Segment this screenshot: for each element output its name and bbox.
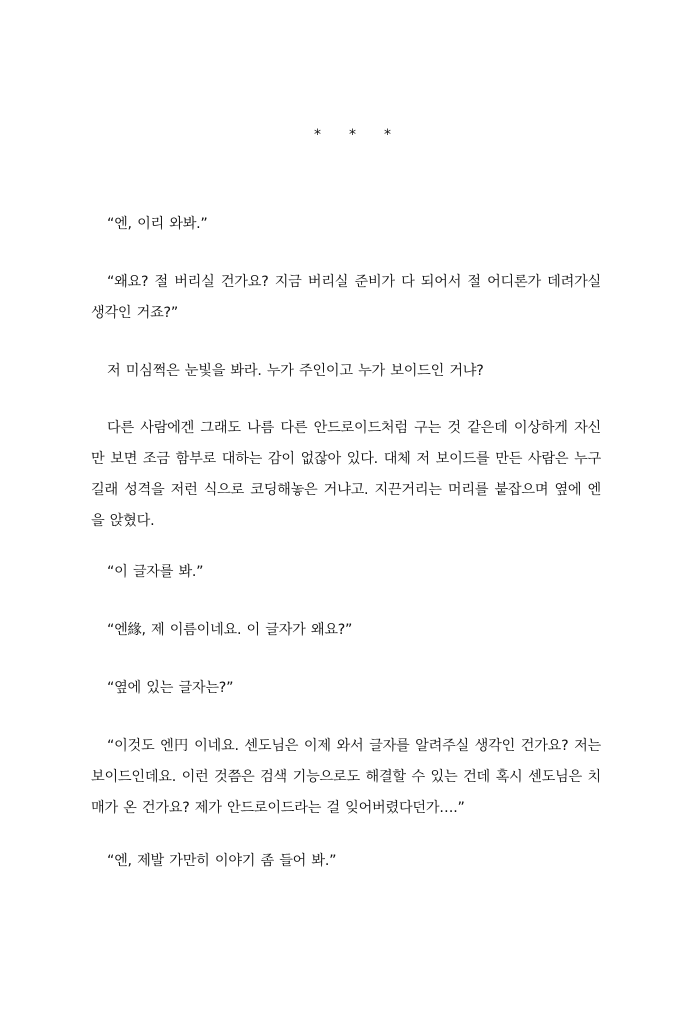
separator-asterisk: * bbox=[349, 127, 356, 143]
paragraph: “이 글자를 봐.” bbox=[107, 564, 204, 580]
paragraph: 다른 사람에겐 그래도 나름 다른 안드로이드처럼 구는 것 같은데 이상하게 자신만 보면 조금 함부로 대하는 감이 없잖아 있다. 대체 저 보이드를 만든 사람은 누구길래 성격을 저런 식으로 코딩해놓은 거냐고. 지끈거리는 머리를 붙잡으며 옆에 엔을 앉혔다. bbox=[91, 420, 601, 529]
paragraph: “엔, 이리 와봐.” bbox=[107, 216, 208, 232]
paragraph: “옆에 있는 글자는?” bbox=[107, 680, 234, 696]
paragraph: “엔, 제발 가만히 이야기 좀 들어 봐.” bbox=[107, 853, 337, 869]
paragraph: “엔緣, 제 이름이네요. 이 글자가 왜요?” bbox=[107, 622, 353, 638]
separator-asterisk: * bbox=[314, 127, 321, 143]
paragraph: “이것도 엔円 이네요. 센도님은 이제 와서 글자를 알려주실 생각인 건가요? 저는 보이드인데요. 이런 것쯤은 검색 기능으로도 해결할 수 있는 건데 혹시 센도님은 치매가 온 건가요? 제가 안드로이드라는 걸 잊어버렸다던가….” bbox=[91, 738, 601, 816]
paragraph: “왜요? 절 버리실 건가요? 지금 버리실 준비가 다 되어서 절 어디론가 데려가실 생각인 거죠?” bbox=[91, 274, 601, 321]
separator-asterisk: * bbox=[384, 127, 391, 143]
section-separator bbox=[0, 126, 691, 146]
paragraph: 저 미심쩍은 눈빛을 봐라. 누가 주인이고 누가 보이드인 거냐? bbox=[107, 363, 484, 379]
